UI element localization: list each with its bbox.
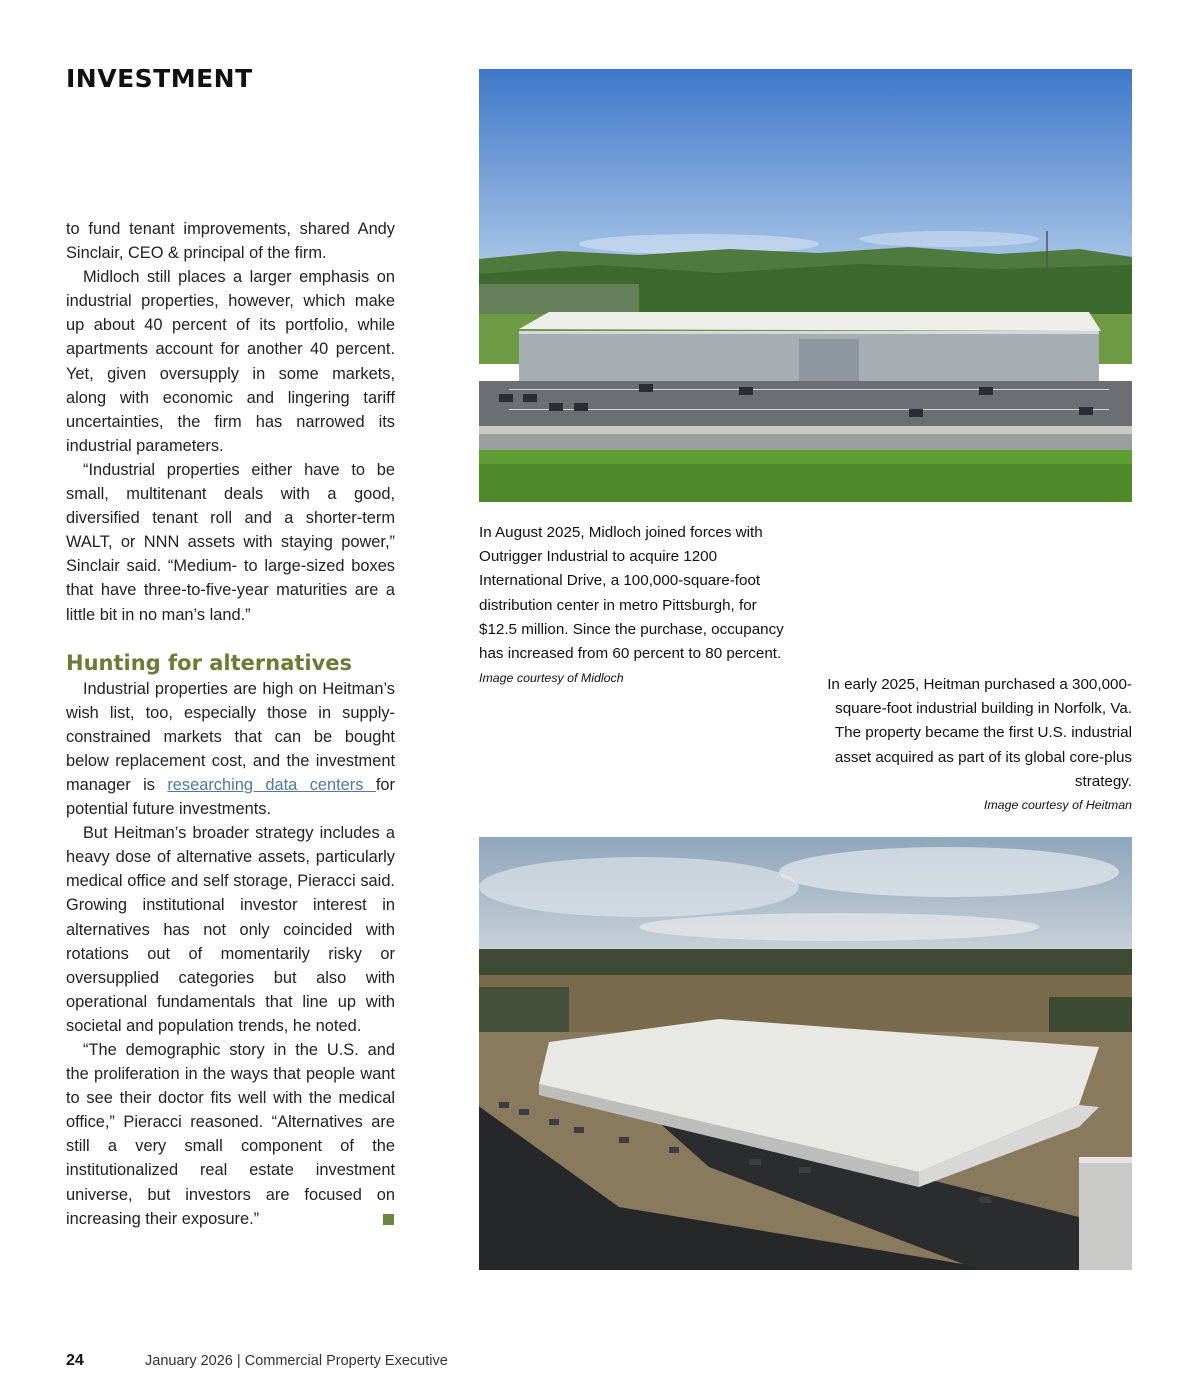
photo-credit: Image courtesy of Heitman [983,798,1132,813]
paragraph: Midloch still places a larger emphasis on industrial properties, however, which make up about 40 percent of its portfolio, while apartments account for another 40 percent. Yet, given oversupply in some markets, along with economic and lingering tariff uncertainties, the firm has narrowed its industrial parameters. [66,268,395,455]
article-body [66,217,395,1231]
data-centers-link[interactable]: researching data centers [167,775,376,794]
photo-credit: Image courtesy of Midloch [479,671,624,686]
paragraph-text: “The demographic story in the U.S. and the proliferation in the ways that people want to see their doctor fits well with the medical office,” Pieracci reasoned. “Alternatives are still a very small component of the institutionalized real estate investment universe, but investors are focused on increasing their exposure.” [66,1041,395,1228]
page-footer [66,1352,448,1370]
photo-pittsburgh-distribution-center [479,69,1132,502]
page-number: 24 [66,1352,84,1369]
paragraph [66,1038,395,1231]
caption-text: In early 2025, Heitman purchased a 300,000-square-foot industrial building in Norfolk, Va. The property became the first U.S. industrial asset acquired as part of its global core-plus strategy. [827,676,1132,790]
caption-text: In August 2025, Midloch joined forces with Outrigger Industrial to acquire 1200 International Drive, a 100,000-square-foot distribution center in metro Pittsburgh, for $12.5 million. Since the purchase, occupancy has increased from 60 percent to 80 percent. [479,524,784,663]
publication-name: Commercial Property Executive [244,1353,448,1369]
photo-1-caption [479,521,789,690]
section-label: INVESTMENT [66,64,253,93]
paragraph: But Heitman’s broader strategy includes a heavy dose of alternative assets, particularly medical office and self storage, Pieracci said. Growing institutional investor interest in alternatives has not only coincided with rotations out of momentarily risky or oversupplied categories but also with operational fundamentals that line up with societal and population trends, he noted. [66,824,395,1035]
subheading: Hunting for alternatives [66,650,353,675]
issue-date: January 2026 [145,1353,233,1369]
footer-separator: | [236,1353,241,1369]
paragraph: to fund tenant improvements, shared Andy Sinclair, CEO & principal of the firm. [66,220,395,263]
paragraph-text: Industrial properties are high on Heitman’s wish list, too, especially those in supply-constrained markets that can be bought below replacement cost, and the investment manager is [66,679,395,794]
paragraph-text: for potential future investments. [66,775,395,819]
photo-2-caption [812,673,1132,817]
end-of-article-mark [383,1214,394,1225]
photo-norfolk-industrial-building [479,837,1132,1270]
paragraph [66,677,395,822]
paragraph: “Industrial properties either have to be small, multitenant deals with a good, diversified tenant roll and a shorter-term WALT, or NNN assets with staying power,” Sinclair said. “Medium- to large-sized boxes that have three-to-five-year maturities are a little bit in no man’s land.” [66,460,395,624]
